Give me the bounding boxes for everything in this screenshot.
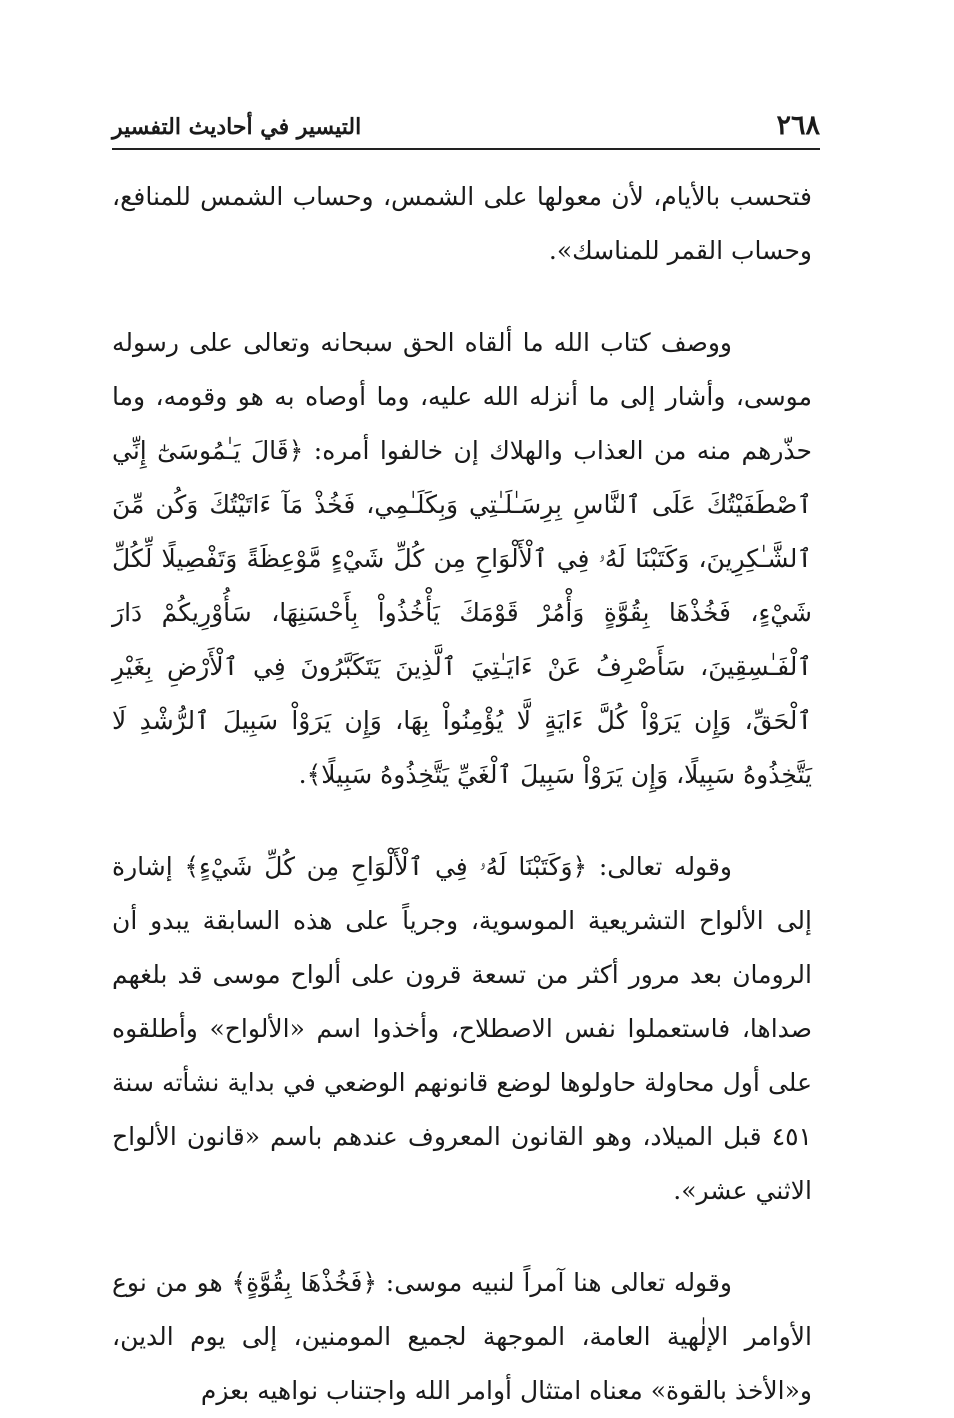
paragraph-gap (112, 1218, 812, 1256)
running-title: التيسير في أحاديث التفسير (112, 114, 362, 140)
paragraph-take-with-strength: وقوله تعالى هنا آمراً لنبيه موسى: ﴿فَخُذْهَا بِقُوَّةٍ﴾ هو من نوع الأوامر الإلٰهية العامة، الموجهة لجميع المومنين، إلى يوم الدين، و«الأخذ بالقوة» معناه امتثال أوامر الله واجتناب نواهيه بعزم (112, 1268, 812, 1405)
paragraph-gap (112, 802, 812, 840)
paragraph-continuation: فتحسب بالأيام، لأن معولها على الشمس، وحساب الشمس للمنافع، وحساب القمر للمناسك». (112, 182, 812, 265)
page-body (112, 170, 812, 1418)
page-header (112, 108, 820, 150)
page-number: ٢٦٨ (776, 110, 820, 141)
paragraph-gap (112, 278, 812, 316)
paragraph-tablets-commentary: وقوله تعالى: ﴿وَكَتَبْنَا لَهُۥ فِي ٱلْأَلْوَاحِ مِن كُلِّ شَيْءٍ﴾ إشارة إلى الألواح التشريعية الموسوية، وجرياً على هذه السابقة يبدو أن الرومان بعد مرور أكثر من تسعة قرون على ألواح موسى قد بلغهم صداها، فاستعملوا نفس الاصطلاح، وأخذوا اسم «الألواح» وأطلقوه على أول محاولة حاولوها لوضع قانونهم الوضعي في بداية نشأته سنة ٤٥١ قبل الميلاد، وهو القانون المعروف عندهم باسم «قانون الألواح الاثني عشر». (112, 852, 812, 1205)
paragraph-description-of-tablets: ووصف كتاب الله ما ألقاه الحق سبحانه وتعالى على رسوله موسى، وأشار إلى ما أنزله الله عليه، وما أوصاه به هو وقومه، وما حذّرهم منه من العذاب والهلاك إن خالفوا أمره: ﴿قَالَ يَـٰمُوسَىٰٓ إِنِّي ٱصْطَفَيْتُكَ عَلَى ٱلنَّاسِ بِرِسَـٰلَـٰتِي وَبِكَلَـٰمِي، فَخُذْ مَآ ءَاتَيْتُكَ وَكُن مِّنَ ٱلشَّـٰكِرِينَ، وَكَتَبْنَا لَهُۥ فِي ٱلْأَلْوَاحِ مِن كُلِّ شَيْءٍ مَّوْعِظَةً وَتَفْصِيلًا لِّكُلِّ شَيْءٍ، فَخُذْهَا بِقُوَّةٍ وَأْمُرْ قَوْمَكَ يَأْخُذُواْ بِأَحْسَنِهَا، سَأُوْرِيكُمْ دَارَ ٱلْفَـٰسِقِينَ، سَأَصْرِفُ عَنْ ءَايَـٰتِيَ ٱلَّذِينَ يَتَكَبَّرُونَ فِي ٱلْأَرْضِ بِغَيْرِ ٱلْحَقِّ، وَإِن يَرَوْاْ كُلَّ ءَايَةٍ لَّا يُؤْمِنُواْ بِهَا، وَإِن يَرَوْاْ سَبِيلَ ٱلرُّشْدِ لَا يَتَّخِذُوهُ سَبِيلًا، وَإِن يَرَوْاْ سَبِيلَ ٱلْغَيِّ يَتَّخِذُوهُ سَبِيلًا﴾. (112, 328, 812, 789)
